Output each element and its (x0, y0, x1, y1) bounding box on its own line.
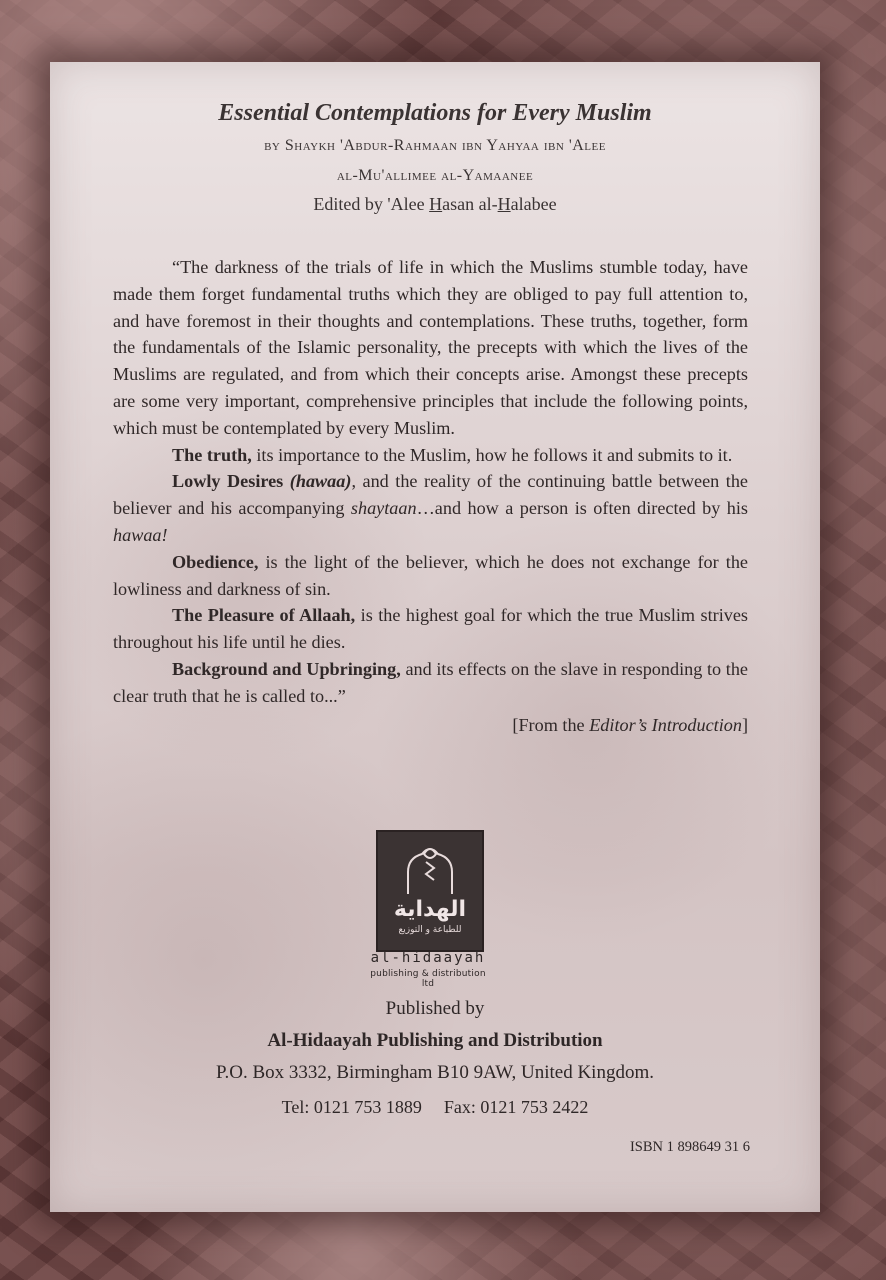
publisher-name: Al-Hidaayah Publishing and Distribution (267, 1030, 603, 1051)
point-lowly-desires (113, 468, 748, 548)
intro-paragraph: “The darkness of the trials of life in which the Muslims stumble today, have made them forget fundamental truths which they are obliged to pay full attention to, and have foremost in their thoughts and contemplations. These truths, together, form the fundamentals of the Islamic personality, the precepts with which the lives of the Muslims are regulated, and from which their concepts arise. Amongst these precepts are some very important, comprehensive principles that include the following points, which must be contemplated by every Muslim. (113, 257, 748, 438)
point-text: its importance to the Muslim, how he follows it and submits to it. (251, 444, 733, 465)
point-text: is the highest goal for which the true Muslim strives throughout his life until he dies. (113, 605, 748, 653)
logo-tagline: publishing & distribution ltd (370, 969, 486, 989)
author-line-1: by Shaykh 'Abdur-Rahmaan ibn Yahyaa ibn 'Alee (264, 137, 606, 154)
publisher-contact (50, 1097, 820, 1118)
editor-mid: asan al- (442, 194, 498, 214)
publisher-logo (376, 830, 484, 952)
source-italic: Editor’s Introduction (589, 714, 742, 735)
back-cover-panel (50, 62, 820, 1212)
publisher-address: P.O. Box 3332, Birmingham B10 9AW, United Kingdom. (216, 1062, 654, 1083)
editor-h1: H (429, 194, 443, 214)
point-heading: Lowly Desires (172, 471, 284, 492)
point-heading: The truth, (172, 444, 252, 465)
logo-arabic-name: الهداية (393, 897, 467, 922)
point-text: …and how a person is often directed by his (416, 498, 748, 519)
logo-emblem-icon (378, 832, 482, 950)
point-pleasure (113, 602, 748, 656)
logo-name-latin: al-hidaayah (370, 950, 486, 966)
point-heading: Background and Upbringing, (172, 658, 401, 679)
isbn: ISBN 1 898649 31 6 (629, 1139, 750, 1155)
point-heading: Obedience, (172, 551, 259, 572)
point-italic: shaytaan (350, 498, 417, 519)
point-truth (113, 442, 748, 469)
source-prefix: [From the (512, 714, 590, 735)
source-note (113, 712, 748, 739)
point-background (113, 656, 748, 710)
editor-credit (50, 191, 820, 217)
point-italic: hawaa! (113, 524, 168, 545)
publisher-fax: Fax: 0121 753 2422 (443, 1097, 589, 1117)
logo-arabic-sub: للطباعة و التوزيع (398, 925, 462, 935)
point-text: , and the reality of the continuing battle between the believer and his accompanying (113, 471, 748, 519)
point-heading: The Pleasure of Allaah, (172, 605, 356, 626)
author-line-2: al-Mu'allimee al-Yamaanee (336, 167, 534, 184)
book-title: Essential Contemplations for Every Muslim (218, 100, 652, 126)
point-obedience (113, 549, 748, 603)
point-text: and its effects on the slave in responding to the clear truth that he is called to...” (113, 658, 748, 706)
book-header (50, 62, 820, 217)
editor-end: alabee (510, 194, 557, 214)
editor-h2: H (497, 194, 511, 214)
published-by: Published by (385, 998, 485, 1019)
source-suffix: ] (741, 714, 748, 735)
intro-text (113, 254, 748, 738)
editor-prefix: Edited by 'Alee (313, 194, 430, 214)
publisher-tel: Tel: 0121 753 1889 (281, 1097, 422, 1117)
point-text: is the light of the believer, which he does not exchange for the lowliness and darkness of sin. (113, 551, 748, 599)
point-heading-italic: (hawaa) (283, 471, 352, 492)
